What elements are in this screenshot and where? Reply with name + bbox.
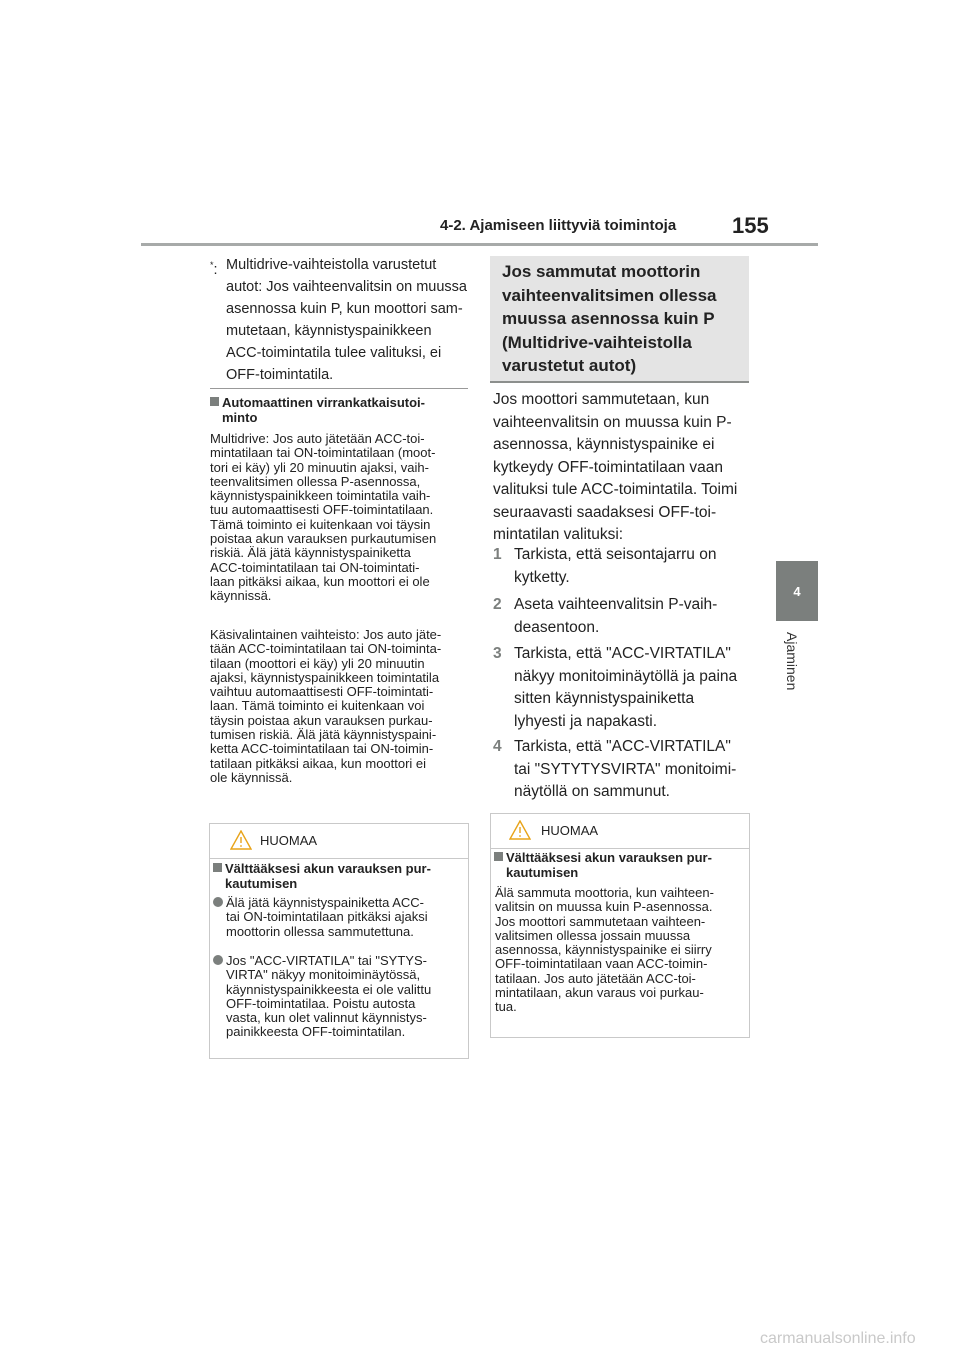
intro-paragraph: Jos moottori sammutetaan, kun vaihteenvalitsin on muussa kuin P- asennossa, käynnistyspainike ei kytkeydy OFF-toimintatilaan vaan valituksi tule ACC-toimintatila. Toimi seuraavasti saadaksesi OFF-toi- mintatilan valituksi: bbox=[493, 391, 738, 543]
step-3: 3 Tarkista, että "ACC-VIRTATILA" näkyy monitoiminäytöllä ja paina sitten käynnistyspainiketta lyhyesti ja napakasti. bbox=[493, 645, 738, 730]
step-number: 1 bbox=[493, 546, 502, 563]
section-title-box: Jos sammutat moottorin vaihteenvalitsimen ollessa muussa asennossa kuin P (Multidrive-vaihteistolla varustetut autot) bbox=[490, 256, 749, 383]
section-title: 4-2. Ajamiseen liittyviä toimintoja bbox=[440, 217, 677, 234]
page-number: 155 bbox=[732, 213, 769, 238]
header-rule bbox=[141, 243, 818, 246]
warning-triangle-icon bbox=[230, 830, 252, 850]
watermark[interactable]: carmanualsonline.info bbox=[760, 1330, 916, 1347]
notice-bullet: Älä jätä käynnistyspainiketta ACC- tai ON-toimintatilaan pitkäksi ajaksi moottorin ollessa sammutettuna. bbox=[213, 896, 469, 939]
notice-box-right bbox=[490, 813, 750, 1038]
footnote-line: asennossa kuin P, kun moottori sam- bbox=[226, 301, 463, 317]
chapter-label: Ajaminen bbox=[784, 632, 800, 691]
step-number: 4 bbox=[493, 738, 502, 755]
chapter-tab[interactable] bbox=[776, 561, 818, 621]
warning-triangle-icon bbox=[509, 820, 531, 840]
footnote-line: OFF-toimintatila. bbox=[226, 367, 334, 383]
notice-body: Älä sammuta moottoria, kun vaihteen- valitsin on muussa kuin P-asennossa. Jos moottori sammutetaan vaihteen- valitsimen ollessa jossain muussa asennossa, käynnistyspainike ei siirry OFF-toimintatilaan vaan ACC-toimin- tatilaan. Jos auto jätetään ACC-toi- mintatilaan, akun varaus voi purkau- tua. bbox=[495, 885, 714, 1015]
notice-heading: Välttääksesi akun varauksen pur- kautumisen bbox=[213, 861, 467, 891]
chapter-number: 4 bbox=[793, 583, 801, 599]
notice-label: HUOMAA bbox=[260, 833, 318, 848]
notice-heading: Välttääksesi akun varauksen pur- kautumisen bbox=[494, 850, 748, 880]
notice-header bbox=[491, 814, 749, 849]
square-bullet-icon bbox=[213, 863, 222, 872]
footnote-line: ACC-toimintatila tulee valituksi, ei bbox=[226, 345, 442, 361]
notice-box-left bbox=[209, 823, 469, 1059]
step-4: 4 Tarkista, että "ACC-VIRTATILA" tai "SYTYTYSVIRTA" monitoimi- näytöllä on sammunut. bbox=[493, 738, 737, 800]
footnote-line: mutetaan, käynnistyspainikkeen bbox=[226, 323, 432, 339]
round-bullet-icon bbox=[213, 897, 223, 907]
step-number: 3 bbox=[493, 645, 502, 662]
round-bullet-icon bbox=[213, 955, 223, 965]
square-bullet-icon bbox=[210, 397, 219, 406]
manual-transmission-paragraph: Käsivalintainen vaihteisto: Jos auto jäte- tään ACC-toimintatilaan tai ON-toiminta- tilaan (moottori ei käy) yli 20 minuutin ajaksi, käynnistyspainikkeen toimintatila vaihtuu automaattisesti OFF-toimintati- laan. Tämä toiminto ei kuitenkaan voi täysin poistaa akun varauksen purkau- tumisen riskiä. Älä jätä käynnistyspaini- ketta ACC-toimintatilaan tai ON-toimin- tatilaan pitkäksi aikaa, kun moottori ei ole käynnissä. bbox=[210, 627, 442, 785]
step-2: 2 Aseta vaihteenvalitsin P-vaih- deasentoon. bbox=[493, 596, 718, 636]
notice-bullet: Jos "ACC-VIRTATILA" tai "SYTYS- VIRTA" näkyy monitoiminäytössä, käynnistyspainikkeesta ei ole valittu OFF-toimintatilaa. Poistu autosta vasta, kun olet valinnut käynnistys- painikkeesta OFF-toimintatilan. bbox=[213, 954, 469, 1040]
footnote-line: autot: Jos vaihteenvalitsin on muussa bbox=[226, 279, 467, 295]
step-1: 1 Tarkista, että seisontajarru on kytketty. bbox=[493, 546, 717, 586]
square-bullet-icon bbox=[494, 852, 503, 861]
multidrive-paragraph: Multidrive: Jos auto jätetään ACC-toi- mintatilaan tai ON-toimintatilaan (moot- tori ei käy) yli 20 minuutin ajaksi, vaih- teenvalitsimen ollessa P-asennossa, käynnistyspainikkeen toimintatila vaih- tuu automaattisesti OFF-toimintatilaan. Tämä toiminto ei kuitenkaan voi täysin poistaa akun varauksen purkautumisen riskiä. Älä jätä käynnistyspainiketta ACC-toimintatilaan tai ON-toimintati- laan pitkäksi aikaa, kun moottori ei ole käynnissä. bbox=[210, 431, 437, 604]
footnote bbox=[210, 254, 475, 386]
section-rule bbox=[210, 388, 468, 389]
auto-off-heading: Automaattinen virrankatkaisutoi- minto bbox=[210, 395, 468, 425]
step-number: 2 bbox=[493, 596, 502, 613]
notice-header bbox=[210, 824, 468, 859]
notice-label: HUOMAA bbox=[541, 823, 599, 838]
footnote-mark: *: bbox=[210, 260, 218, 278]
footnote-line: Multidrive-vaihteistolla varustetut bbox=[226, 257, 437, 273]
